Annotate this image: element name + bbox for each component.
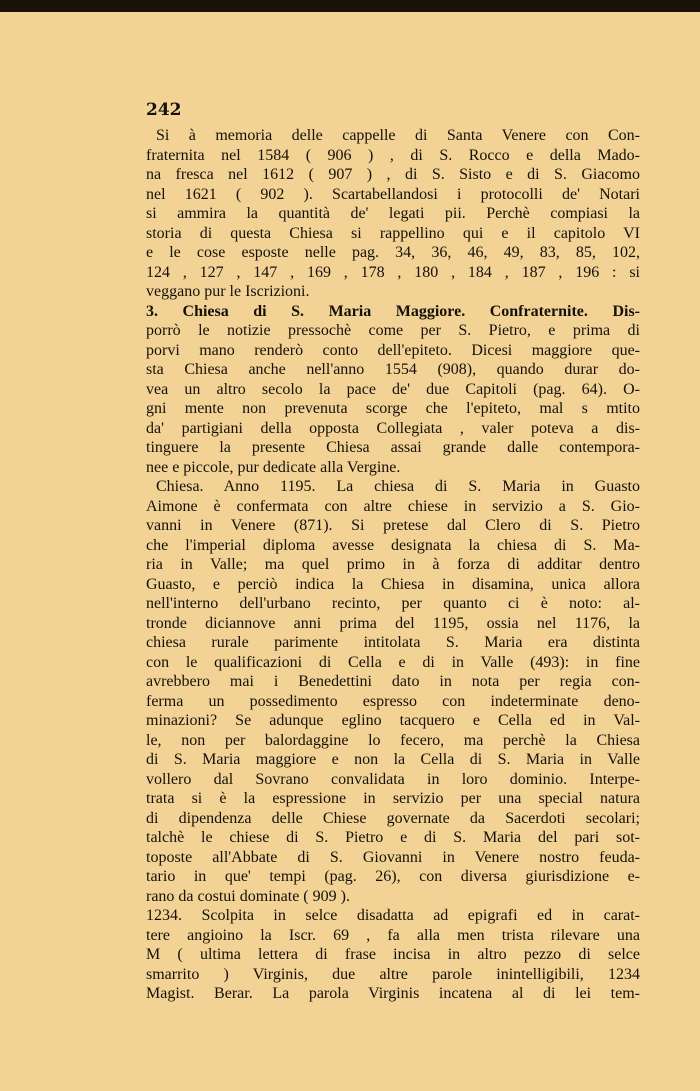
text-line: vanni in Venere (871). Si pretese dal Clero di S. Pietro [146,517,640,534]
text-line: si ammira la quantità de' legati pii. Perchè compiasi la [146,205,640,222]
text-line: tario in que' tempi (pag. 26), con diversa giurisdizione e- [146,868,640,885]
text-line: di S. Maria maggiore e non la Cella di S. Maria in Valle [146,751,640,768]
text-line: ferma un possedimento espresso con indeterminate deno- [146,692,640,710]
text-line: porvi mano renderò conto dell'epiteto. Dicesi maggiore que- [146,341,640,359]
text-line: talchè le chiese di S. Pietro e di S. Maria del pari sot- [146,829,640,846]
paragraph-chiesa [146,477,640,906]
page-number: 242 [146,100,182,120]
text-line: fraternita nel 1584 ( 906 ) , di S. Rocco e della Mado- [146,146,640,164]
paragraph-santa-maria-maggiore [146,302,640,478]
text-line: trata si è la espressione in servizio per una special natura [146,790,640,807]
text-line: smarrito ) Virginis, due altre parole inintelligibili, 1234 [146,965,640,983]
text-line: nell'interno dell'urbano recinto, per quanto ci è noto: al- [146,595,640,612]
text-line: veggano pur le Iscrizioni. [146,283,310,300]
text-line: ria in Valle; ma quel primo in à forza di additar dentro [146,556,640,573]
text-line: di dipendenza delle Chiese governate da Sacerdoti secolari; [146,809,640,827]
text-line: 124 , 127 , 147 , 169 , 178 , 180 , 184 , 187 , 196 : si [146,263,640,281]
text-line: M ( ultima lettera di frase incisa in altro pezzo di selce [146,946,640,963]
text-line: che l'imperial diploma avesse designata la chiesa di S. Ma- [146,536,640,554]
text-line: chiesa rurale parimente intitolata S. Maria era distinta [146,634,640,651]
section-heading-line: 3. Chiesa di S. Maria Maggiore. Confraternite. Dis- [146,302,640,320]
text-line: na fresca nel 1612 ( 907 ) , di S. Sisto e di S. Giacomo [146,166,640,183]
text-line: vollero dal Sovrano convalidata in loro dominio. Interpe- [146,770,640,788]
text-line: e le cose esposte nelle pag. 34, 36, 46, 49, 83, 85, 102, [146,244,640,261]
text-line: avrebbero mai i Benedettini dato in nota per regia con- [146,673,640,690]
text-line: tronde diciannove anni prima del 1195, ossia nel 1176, la [146,614,640,632]
body-text [146,126,640,1004]
text-line: gni mente non prevenuta scorge che l'epiteto, mal s mtito [146,400,640,417]
text-line: Guasto, e perciò indica la Chiesa in disamina, unica allora [146,575,640,593]
text-line: vea un altro secolo la pace de' due Capitoli (pag. 64). O- [146,380,640,398]
paragraph-1234 [146,906,640,1004]
text-line: storia di questa Chiesa si rappellino qui e il capitolo VI [146,224,640,242]
text-line: toposte all'Abbate di S. Giovanni in Venere nostro feuda- [146,848,640,866]
text-line: Chiesa. Anno 1195. La chiesa di S. Maria in Guasto [156,478,640,495]
text-line: 1234. Scolpita in selce disadatta ad epigrafi ed in carat- [146,907,640,924]
text-line: le, non per balordaggine lo fecero, ma perchè la Chiesa [146,731,640,749]
text-line: porrò le notizie pressochè come per S. Pietro, e prima di [146,322,640,339]
text-line: minazioni? Se adunque eglino tacquero e Cella ed in Val- [146,712,640,729]
text-line: tere angioino la Iscr. 69 , fa alla men trista rilevare una [146,926,640,944]
text-line: sta Chiesa anche nell'anno 1554 (908), quando durar do- [146,361,640,378]
text-line: rano da costui dominate ( 909 ). [146,887,350,905]
text-line: Magist. Berar. La parola Virginis incatena al di lei tem- [146,985,640,1002]
text-line: con le qualificazioni di Cella e di in Valle (493): in fine [146,653,640,671]
text-line: da' partigiani della opposta Collegiata , valer poteva a dis- [146,419,640,437]
text-line: nee e piccole, pur dedicate alla Vergine. [146,458,401,476]
text-line: nel 1621 ( 902 ). Scartabellandosi i protocolli de' Notari [146,185,640,203]
text-line: Aimone è confermata con altre chiese in servizio a S. Gio- [146,497,640,515]
text-line: tinguere la presente Chiesa assai grande dalle contempora- [146,439,640,456]
paragraph-chapels [146,126,640,302]
text-line: Si à memoria delle cappelle di Santa Venere con Con- [156,127,640,144]
